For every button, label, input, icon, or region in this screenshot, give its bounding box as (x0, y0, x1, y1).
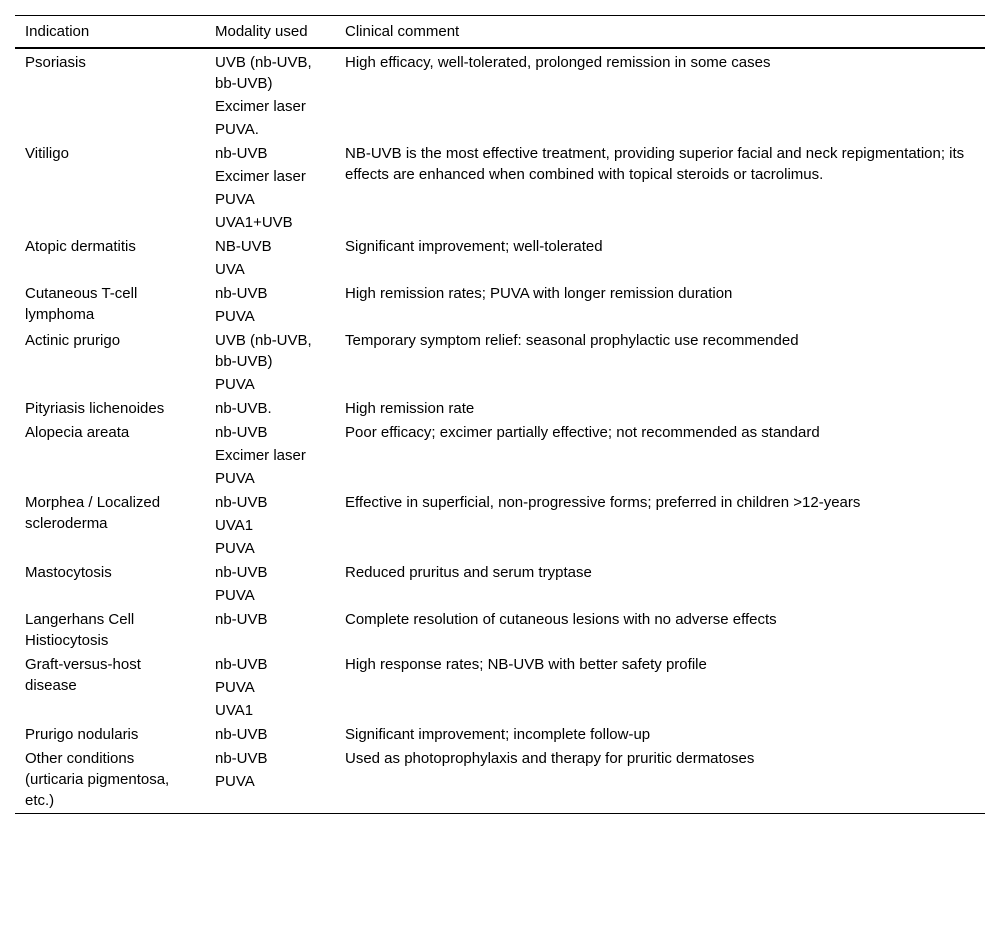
table-row (15, 419, 985, 489)
indication-cell: Pityriasis lichenoides (25, 400, 165, 417)
modality-item: UVA1 (215, 517, 254, 534)
table-row (15, 489, 985, 559)
modality-item: PUVA (215, 470, 255, 487)
table-row (15, 48, 985, 140)
modality-cell (205, 419, 335, 489)
clinical-comment-cell: Reduced pruritus and serum tryptase (345, 564, 592, 581)
modality-item: nb-UVB (215, 285, 268, 302)
phototherapy-indications-table (15, 15, 985, 814)
table-row (15, 280, 985, 327)
clinical-comment-cell: Temporary symptom relief: seasonal prophylactic use recommended (345, 332, 799, 349)
table-row (15, 233, 985, 280)
modality-item: NB-UVB (215, 238, 272, 255)
indication-cell: Morphea / Localized scleroderma (25, 494, 161, 532)
modality-item: PUVA (215, 308, 255, 325)
modality-cell (205, 233, 335, 280)
modality-item: PUVA (215, 679, 255, 696)
modality-cell (205, 489, 335, 559)
header-indication: Indication (15, 16, 205, 49)
table-row (15, 606, 985, 651)
table-row (15, 651, 985, 721)
modality-cell (205, 651, 335, 721)
indication-cell: Mastocytosis (25, 564, 112, 581)
clinical-comment-cell: High remission rate (345, 400, 475, 417)
modality-item: PUVA (215, 376, 255, 393)
indication-cell: Actinic prurigo (25, 332, 121, 349)
modality-item: UVB (nb-UVB, bb-UVB) (215, 54, 312, 92)
modality-item: nb-UVB (215, 494, 268, 511)
modality-item: nb-UVB. (215, 400, 272, 417)
modality-item: nb-UVB (215, 750, 268, 767)
modality-item: UVA1+UVB (215, 214, 293, 231)
modality-item: Excimer laser (215, 168, 306, 185)
indication-cell: Prurigo nodularis (25, 726, 139, 743)
modality-item: Excimer laser (215, 98, 306, 115)
modality-item: UVA (215, 261, 245, 278)
modality-item: PUVA. (215, 121, 259, 138)
header-clinical-comment: Clinical comment (335, 16, 985, 49)
table-row (15, 395, 985, 419)
table-row (15, 327, 985, 395)
table-header (15, 16, 985, 49)
clinical-comment-cell: NB-UVB is the most effective treatment, providing superior facial and neck repigmentation; its effects are enhanced when combined with topical steroids or tacrolimus. (345, 145, 965, 183)
clinical-comment-cell: Significant improvement; incomplete follow-up (345, 726, 651, 743)
modality-cell (205, 327, 335, 395)
modality-item: nb-UVB (215, 424, 268, 441)
indication-cell: Langerhans Cell Histiocytosis (25, 611, 135, 649)
indication-cell: Psoriasis (25, 54, 86, 71)
modality-cell (205, 559, 335, 606)
table-body (15, 48, 985, 814)
clinical-comment-cell: Poor efficacy; excimer partially effective; not recommended as standard (345, 424, 820, 441)
modality-item: nb-UVB (215, 656, 268, 673)
clinical-comment-cell: High response rates; NB-UVB with better safety profile (345, 656, 707, 673)
modality-item: PUVA (215, 587, 255, 604)
header-modality: Modality used (205, 16, 335, 49)
clinical-comment-cell: High remission rates; PUVA with longer remission duration (345, 285, 733, 302)
modality-item: UVB (nb-UVB, bb-UVB) (215, 332, 312, 370)
table-row (15, 140, 985, 233)
modality-item: UVA1 (215, 702, 254, 719)
indication-cell: Atopic dermatitis (25, 238, 136, 255)
modality-cell (205, 721, 335, 745)
modality-cell (205, 48, 335, 140)
modality-item: PUVA (215, 773, 255, 790)
modality-cell (205, 745, 335, 814)
indication-cell: Other conditions (urticaria pigmentosa, etc.) (25, 750, 170, 809)
modality-cell (205, 606, 335, 651)
indication-cell: Cutaneous T-cell lymphoma (25, 285, 138, 323)
clinical-comment-cell: Used as photoprophylaxis and therapy for pruritic dermatoses (345, 750, 755, 767)
modality-item: nb-UVB (215, 145, 268, 162)
modality-cell (205, 140, 335, 233)
indication-cell: Graft-versus-host disease (25, 656, 141, 694)
indication-cell: Alopecia areata (25, 424, 130, 441)
table-row (15, 721, 985, 745)
modality-item: PUVA (215, 191, 255, 208)
modality-cell (205, 280, 335, 327)
indication-cell: Vitiligo (25, 145, 69, 162)
clinical-comment-cell: Complete resolution of cutaneous lesions with no adverse effects (345, 611, 777, 628)
clinical-comment-cell: High efficacy, well-tolerated, prolonged remission in some cases (345, 54, 771, 71)
modality-cell (205, 395, 335, 419)
modality-item: nb-UVB (215, 564, 268, 581)
table-row (15, 745, 985, 814)
modality-item: PUVA (215, 540, 255, 557)
table-container (15, 15, 985, 814)
modality-item: nb-UVB (215, 611, 268, 628)
clinical-comment-cell: Effective in superficial, non-progressive forms; preferred in children >12-years (345, 494, 861, 511)
table-row (15, 559, 985, 606)
modality-item: nb-UVB (215, 726, 268, 743)
clinical-comment-cell: Significant improvement; well-tolerated (345, 238, 603, 255)
header-row (15, 16, 985, 49)
modality-item: Excimer laser (215, 447, 306, 464)
